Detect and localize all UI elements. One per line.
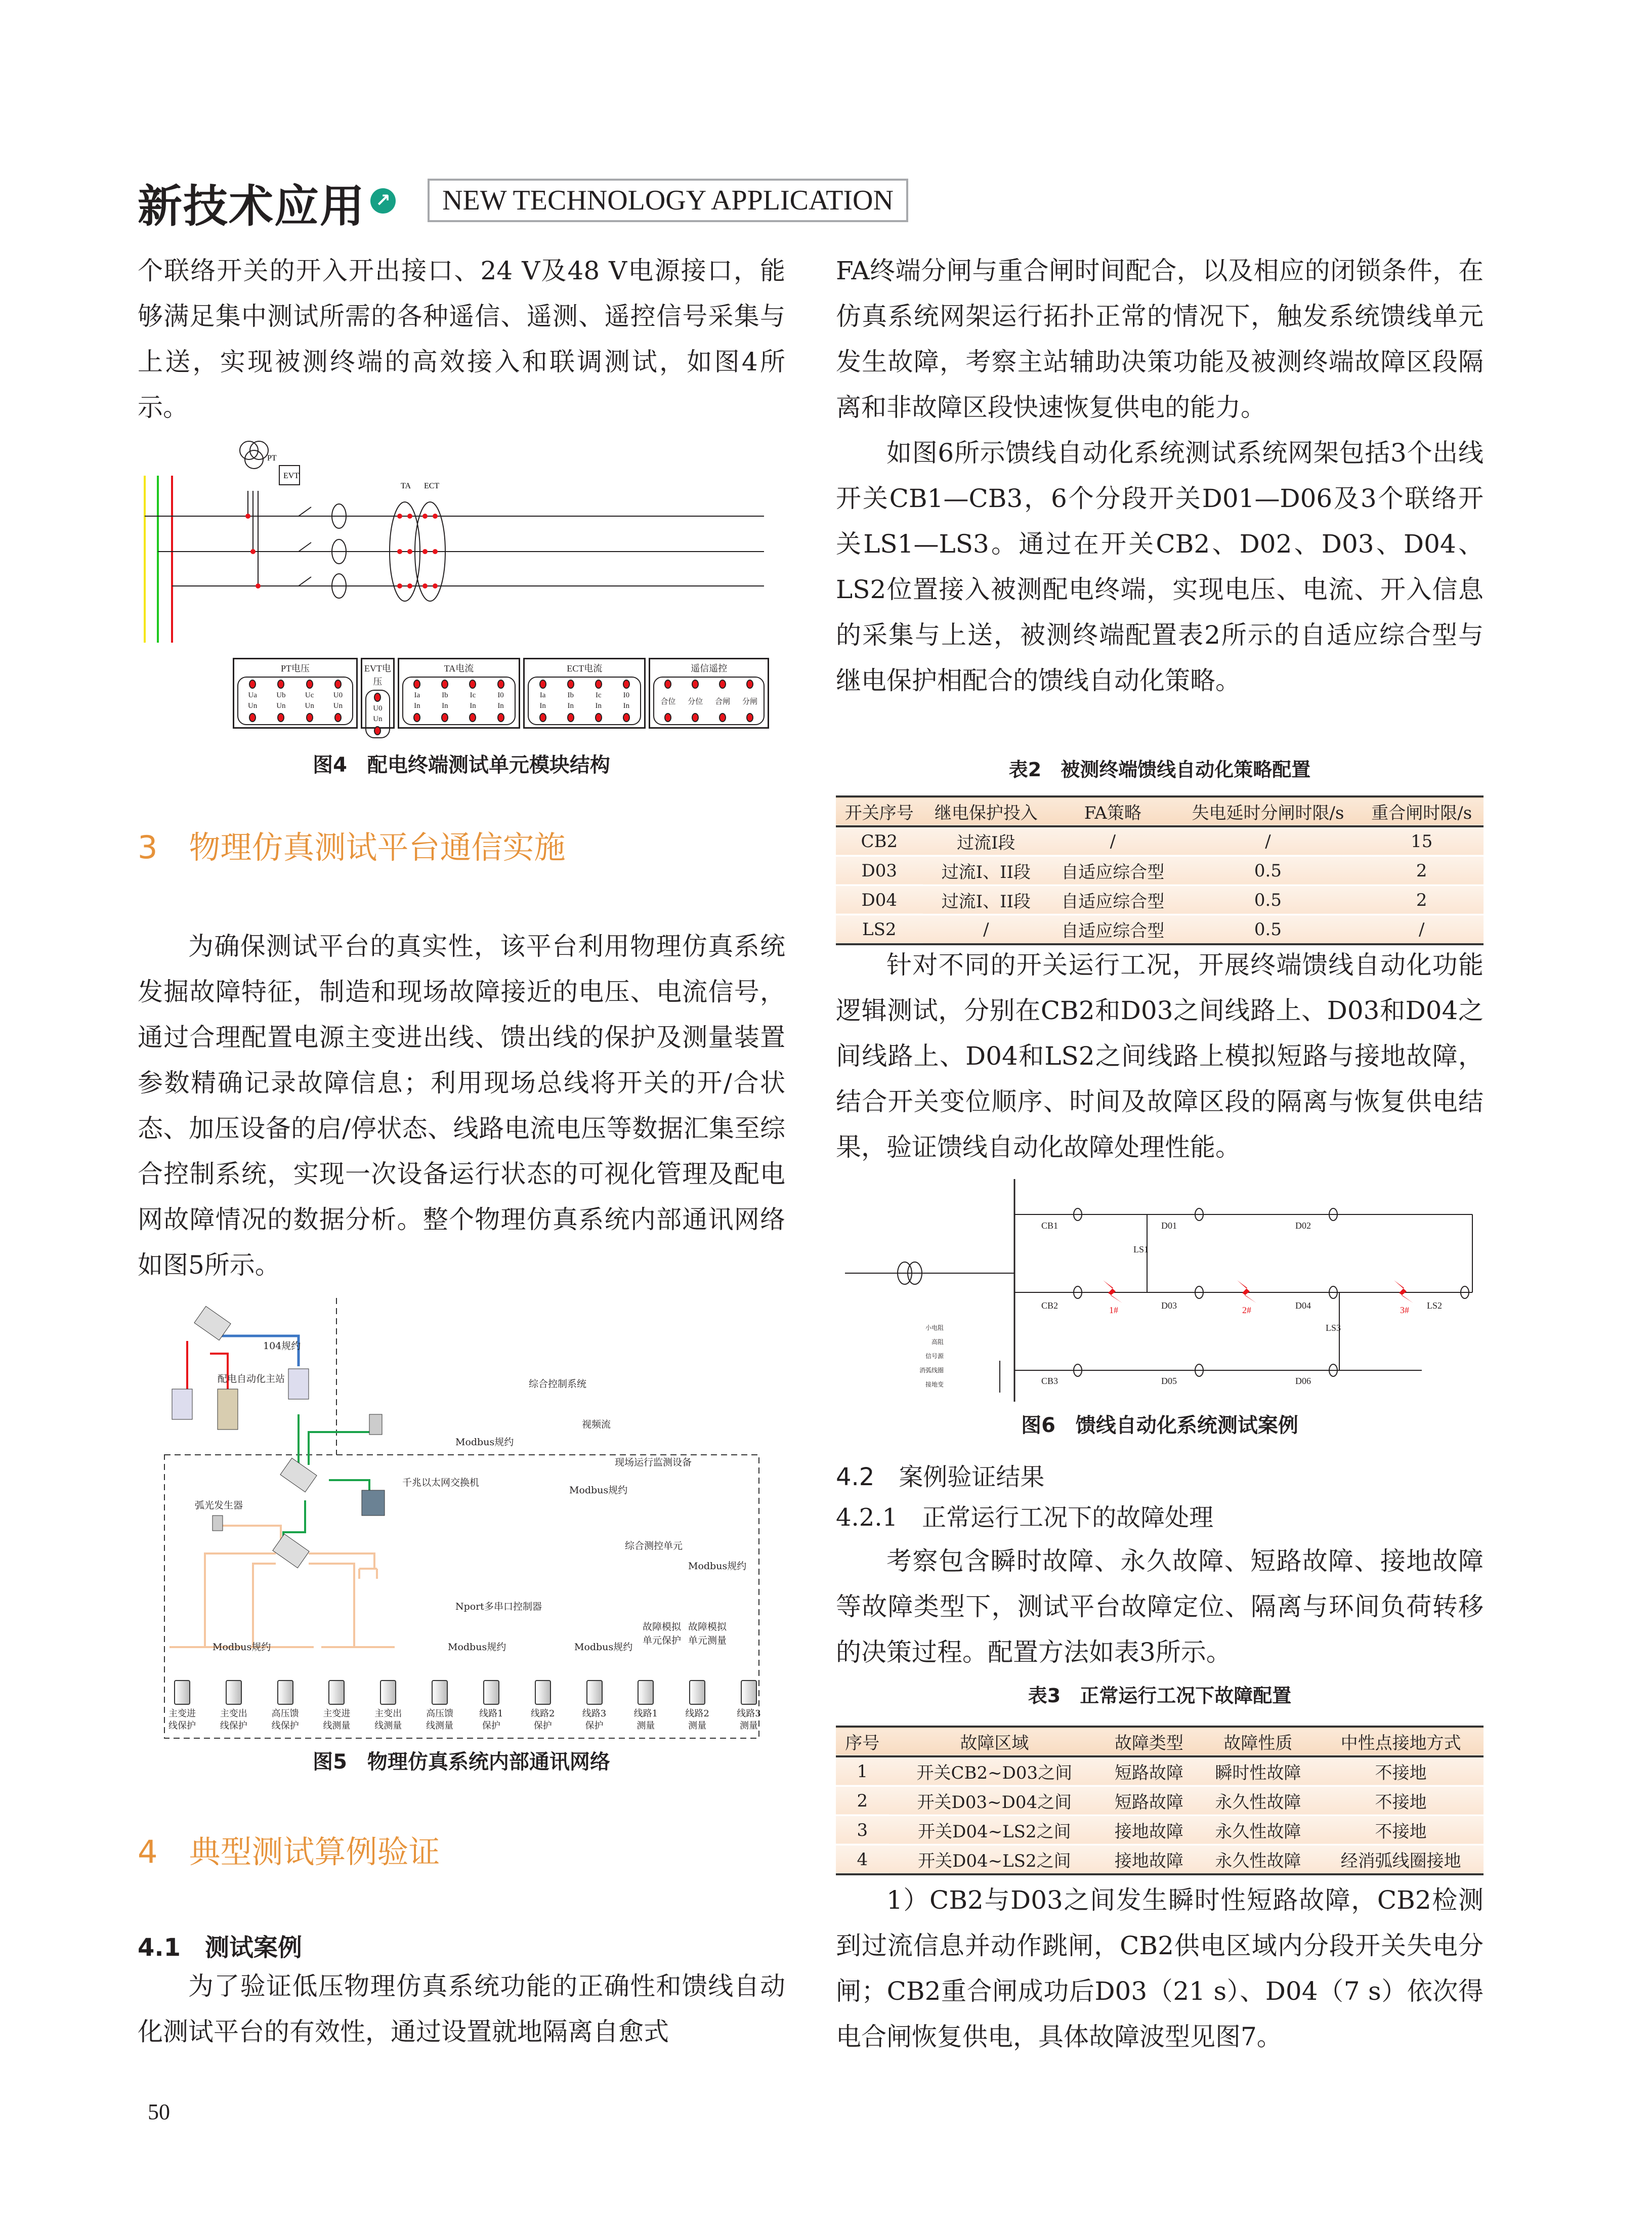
device-icon: [483, 1680, 499, 1705]
terminal-label: Ib: [567, 691, 574, 699]
switch-icon: [280, 1458, 317, 1492]
device-label: 高压馈线测量: [426, 1708, 454, 1731]
device-item: [734, 1680, 764, 1732]
table3: [836, 1726, 1484, 1875]
ground-label-high-resistor: 高阻: [931, 1338, 944, 1346]
terminal-label: In: [567, 702, 574, 710]
terminal-dot-icon: [623, 680, 630, 689]
master-station-label: 配电自动化主站: [218, 1373, 285, 1384]
nport-label: Nport多串口控制器: [455, 1601, 542, 1612]
table-cell: 短路故障: [1114, 1792, 1183, 1813]
terminal-dot-icon: [567, 713, 574, 722]
right-paragraph-4: 考察包含瞬时故障、永久故障、短路故障、接地故障等故障类型下，测试平台故障定位、隔离与环间负荷转移的决策过程。配置方法如表3所示。: [836, 1546, 1484, 1667]
switch-label-d04: D04: [1295, 1300, 1311, 1311]
table-cell: 永久性故障: [1215, 1792, 1301, 1813]
right-paragraph-3: 针对不同的开关运行工况，开展终端馈线自动化功能逻辑测试，分别在CB2和D03之间线路上、D03和D04之间线路上、D04和LS2之间线路上模拟短路与接地故障，结合开关变位顺序、时间及故障区段的隔离与恢复供电结果，验证馈线自动化故障处理性能。: [836, 950, 1484, 1162]
terminal-dot-icon: [374, 726, 381, 735]
terminal-dot-icon: [334, 713, 342, 722]
modbus-label-3: Modbus规约: [688, 1561, 747, 1572]
device-icon: [689, 1680, 705, 1705]
terminal-dot-icon: [692, 713, 699, 722]
ground-label-arc-coil: 消弧线圈: [919, 1367, 944, 1374]
device-icon: [741, 1680, 757, 1705]
terminal-dot-icon: [277, 680, 284, 689]
section3-title: 3 物理仿真测试平台通信实施: [138, 829, 566, 866]
modbus-label-1: Modbus规约: [455, 1437, 514, 1448]
ground-label-small-resistor: 小电阻: [925, 1324, 944, 1331]
device-item: [270, 1680, 301, 1732]
table-cell: 自适应综合型: [1061, 892, 1165, 912]
table-cell: 永久性故障: [1215, 1822, 1301, 1842]
fault-unit-protection-label: 故障模拟单元保护: [643, 1621, 682, 1646]
section4-title: 4 典型测试算例验证: [138, 1833, 440, 1870]
terminal-label: Un: [247, 702, 258, 710]
table2-title: 表2 被测终端馈线自动化策略配置: [1008, 759, 1311, 781]
fault-label-1: 1#: [1109, 1305, 1118, 1315]
right-paragraph-5: 1）CB2与D03之间发生瞬时性短路故障，CB2检测到过流信息并动作跳闸，CB2供电区域内分段开关失电分闸；CB2重合闸成功后D03（21 s）、D04（7 s）依次得电合闸恢复供电，具体故障波型见图7。: [836, 1885, 1484, 2051]
table-cell: D04: [861, 890, 898, 910]
modbus-label-4: Modbus规约: [213, 1642, 271, 1653]
terminal-dot-icon: [249, 680, 256, 689]
device-item: [682, 1680, 712, 1732]
terminal-module: [398, 658, 520, 729]
table-row: [836, 1845, 1484, 1875]
device-label: 线路1测量: [633, 1708, 658, 1731]
device-label: 主变出线保护: [220, 1708, 247, 1731]
terminal-dot-icon: [692, 680, 699, 689]
section41-paragraph: 为了验证低压物理仿真系统功能的正确性和馈线自动化测试平台的有效性，通过设置就地隔离自愈式: [138, 1971, 785, 2046]
switch-label-ls2: LS2: [1427, 1300, 1443, 1311]
terminal-dot-icon: [374, 693, 381, 702]
terminal-label: Un: [373, 715, 383, 724]
device-icon: [586, 1680, 603, 1705]
ground-label-grounding-transformer: 接地变: [925, 1381, 944, 1388]
device-item: [425, 1680, 455, 1732]
table-cell: 2: [1416, 860, 1427, 881]
terminal-dot-icon: [746, 713, 753, 722]
module-title: PT电压: [281, 663, 310, 674]
video-label: 视频流: [582, 1419, 611, 1430]
table-cell: 2: [857, 1790, 868, 1811]
table-header-cell: 中性点接地方式: [1340, 1733, 1461, 1753]
terminal-dot-icon: [306, 713, 313, 722]
camera-icon: [369, 1414, 382, 1435]
device-label: 线路1保护: [479, 1708, 503, 1731]
device-icon: [174, 1680, 190, 1705]
terminal-label: In: [442, 702, 448, 710]
column-title-en: NEW TECHNOLOGY APPLICATION: [428, 179, 908, 222]
table-cell: 经消弧线圈接地: [1340, 1851, 1461, 1871]
ect-label: ECT: [424, 482, 440, 490]
terminal-label: I0: [623, 691, 630, 699]
table-cell: 接地故障: [1114, 1851, 1183, 1871]
terminal-label: In: [623, 702, 630, 710]
table-row: [836, 1756, 1484, 1786]
arrow-up-right-icon: ↗: [370, 188, 396, 214]
table-cell: /: [1265, 831, 1271, 852]
terminal-dot-icon: [746, 680, 753, 689]
device-icon: [328, 1680, 345, 1705]
table-cell: 开关D03~D04之间: [917, 1792, 1072, 1813]
section421-title: 4.2.1 正常运行工况下的故障处理: [836, 1503, 1214, 1532]
terminal-module: [649, 658, 769, 729]
fault-markers: [1103, 1280, 1413, 1303]
terminal-dot-icon: [334, 680, 342, 689]
fault-label-3: 3#: [1400, 1305, 1409, 1315]
section41-title: 4.1 测试案例: [138, 1934, 303, 1962]
fault-unit-measure-label: 故障模拟单元测量: [688, 1621, 727, 1646]
switch-label-cb2: CB2: [1041, 1300, 1058, 1311]
device-icon: [432, 1680, 448, 1705]
terminal-label: Un: [305, 702, 314, 710]
section42-title: 4.2 案例验证结果: [836, 1463, 1045, 1491]
module-title: EVT电压: [364, 663, 391, 687]
table-header-cell: 继电保护投入: [934, 803, 1038, 823]
section3-paragraph: 为确保测试平台的真实性，该平台利用物理仿真系统发掘故障特征，制造和现场故障接近的电压、电流信号，通过合理配置电源主变进出线、馈出线的保护及测量装置参数精确记录故障信息；利用现场总线将开关的开/合状态、加压设备的启/停状态、线路电流电压等数据汇集至综合控制系统，实现一次设备运行状态的可视化管理及配电网故障情况的数据分析。整个物理仿真系统内部通讯网络如图5所示。: [138, 932, 785, 1280]
table-row: [836, 1816, 1484, 1845]
table-cell: 接地故障: [1114, 1822, 1183, 1842]
table-cell: 0.5: [1254, 890, 1282, 910]
table-cell: 永久性故障: [1215, 1851, 1301, 1871]
computer-icon: [288, 1369, 309, 1399]
device-item: [630, 1680, 661, 1732]
device-label: 主变出线测量: [374, 1708, 402, 1731]
terminal-label: U0: [373, 704, 383, 712]
link-104-label: 104规约: [263, 1340, 301, 1352]
terminal-dot-icon: [249, 713, 256, 722]
device-label: 线路3测量: [737, 1708, 761, 1731]
control-system-label: 综合控制系统: [529, 1378, 587, 1390]
modbus-label-5: Modbus规约: [448, 1642, 506, 1653]
device-label: 线路2保护: [530, 1708, 555, 1731]
module-title: 遥信遥控: [691, 663, 728, 674]
table-cell: /: [1418, 919, 1425, 940]
table-header-cell: 故障区域: [960, 1733, 1029, 1753]
terminal-label: Uc: [305, 691, 314, 699]
right-paragraph-2: 如图6所示馈线自动化系统测试系统网架包括3个出线开关CB1—CB3，6个分段开关D01—D06及3个联络开关LS1—LS3。通过在开关CB2、D02、D03、D04、LS2位置接入被测配电终端，实现电压、电流、开入信息的采集与上送，被测终端配置表2所示的自适应综合型与继电保护相配合的馈线自动化策略。: [836, 438, 1484, 695]
device-label: 线路2测量: [685, 1708, 709, 1731]
modbus-label-6: Modbus规约: [574, 1642, 633, 1653]
terminal-label: Ia: [414, 691, 420, 699]
evt-label: EVT: [283, 472, 300, 480]
table-cell: 2: [1416, 890, 1427, 910]
table-row: [836, 856, 1484, 886]
switch-label-d05: D05: [1161, 1376, 1177, 1386]
switch-label-ls1: LS1: [1133, 1244, 1149, 1254]
terminal-dot-icon: [277, 713, 284, 722]
table-cell: 1: [857, 1761, 868, 1782]
terminal-label: In: [414, 702, 420, 710]
terminal-label: 分位: [688, 697, 703, 706]
device-label: 主变进线保护: [168, 1708, 196, 1731]
terminal-dot-icon: [664, 713, 671, 722]
terminal-label: Un: [333, 702, 343, 710]
terminal-label: Ia: [539, 691, 546, 699]
terminal-dot-icon: [595, 713, 602, 722]
switch-label-d06: D06: [1295, 1376, 1311, 1386]
switch-label-cb1: CB1: [1041, 1221, 1058, 1231]
left-column: [138, 248, 785, 430]
computer-icon: [172, 1389, 192, 1419]
terminal-label: 合位: [660, 697, 676, 706]
terminal-label: I0: [497, 691, 504, 699]
pt-label: PT: [267, 454, 277, 463]
terminal-dot-icon: [469, 680, 476, 689]
switch-label-d01: D01: [1161, 1221, 1177, 1231]
device-item: [579, 1680, 610, 1732]
terminal-dot-icon: [306, 680, 313, 689]
figure4-caption: 图4 配电终端测试单元模块结构: [313, 753, 610, 777]
terminal-label: Ua: [248, 691, 257, 699]
table-header-cell: 故障性质: [1223, 1733, 1293, 1753]
device-label: 高压馈线保护: [271, 1708, 299, 1731]
device-icon: [277, 1680, 293, 1705]
table2: [836, 795, 1484, 945]
switch-label-d02: D02: [1295, 1221, 1311, 1231]
measure-unit-icon: [362, 1490, 385, 1516]
table-header-cell: FA策略: [1084, 803, 1141, 823]
device-list: [167, 1680, 764, 1732]
device-item: [528, 1680, 558, 1732]
terminal-dot-icon: [719, 680, 726, 689]
table-cell: /: [1110, 831, 1116, 852]
page-number: 50: [148, 2099, 170, 2124]
table-cell: 自适应综合型: [1061, 862, 1165, 883]
ta-label: TA: [401, 482, 411, 490]
table-cell: 0.5: [1254, 919, 1282, 940]
terminal-label: Ib: [442, 691, 448, 699]
terminal-module: [361, 658, 395, 729]
terminal-dot-icon: [539, 713, 546, 722]
terminal-dot-icon: [441, 713, 448, 722]
table-cell: 开关CB2~D03之间: [916, 1763, 1073, 1783]
ground-label-signal-source: 信号源: [925, 1353, 944, 1360]
table-cell: 开关D04~LS2之间: [918, 1851, 1071, 1871]
device-item: [321, 1680, 352, 1732]
table-cell: 短路故障: [1114, 1763, 1183, 1783]
table-header-cell: 失电延时分闸时限/s: [1192, 803, 1344, 823]
fault-1-icon: [1103, 1280, 1122, 1303]
figure4-modules: [233, 658, 769, 729]
terminal-label: In: [470, 702, 476, 710]
device-label: 线路3保护: [582, 1708, 607, 1731]
figure6-caption: 图6 馈线自动化系统测试案例: [1021, 1414, 1298, 1437]
device-icon: [226, 1680, 242, 1705]
measure-unit-label: 综合测控单元: [625, 1540, 683, 1551]
table-row: [836, 886, 1484, 915]
table-cell: D03: [861, 860, 898, 881]
video-device-label: 现场运行监测设备: [615, 1457, 692, 1468]
table-cell: 过流I段: [957, 833, 1015, 853]
switch-label-ls3: LS3: [1326, 1323, 1341, 1333]
table-cell: 不接地: [1375, 1822, 1427, 1842]
terminal-dot-icon: [623, 713, 630, 722]
figure5-diagram: [162, 1298, 764, 1743]
terminal-label: Un: [276, 702, 286, 710]
device-icon: [638, 1680, 654, 1705]
table-cell: 过流I、II段: [941, 892, 1031, 912]
fault-3-icon: [1394, 1280, 1413, 1303]
terminal-dot-icon: [567, 680, 574, 689]
modbus-label-2: Modbus规约: [569, 1485, 628, 1496]
table-cell: 不接地: [1375, 1792, 1427, 1813]
switch-label-cb3: CB3: [1041, 1376, 1058, 1386]
server-icon: [218, 1389, 238, 1430]
device-item: [219, 1680, 249, 1732]
table-cell: 3: [857, 1820, 868, 1840]
terminal-label: Ub: [276, 691, 286, 699]
device-label: 主变进线测量: [323, 1708, 351, 1731]
arc-generator-label: 弧光发生器: [195, 1500, 243, 1511]
column-title: 新技术应用: [138, 180, 366, 232]
table-row: [836, 1786, 1484, 1816]
table-header-cell: 重合闸时限/s: [1371, 803, 1472, 823]
table-cell: 4: [857, 1849, 868, 1870]
terminal-dot-icon: [539, 680, 546, 689]
table-header-cell: 序号: [845, 1733, 880, 1753]
terminal-dot-icon: [441, 680, 448, 689]
terminal-label: Ic: [470, 691, 476, 699]
fault-label-2: 2#: [1242, 1305, 1251, 1315]
terminal-label: In: [539, 702, 546, 710]
terminal-dot-icon: [497, 713, 504, 722]
device-item: [167, 1680, 197, 1732]
table-cell: 自适应综合型: [1061, 921, 1165, 941]
device-icon: [535, 1680, 551, 1705]
module-title: ECT电流: [567, 663, 603, 674]
right-paragraph-1: FA终端分闸与重合闸时间配合，以及相应的闭锁条件，在仿真系统网架运行拓扑正常的情况下，触发系统馈线单元发生故障，考察主站辅助决策功能及被测终端故障区段隔离和非故障区段快速恢复供电的能力。: [836, 256, 1484, 422]
terminal-dot-icon: [413, 680, 420, 689]
device-icon: [380, 1680, 396, 1705]
terminal-module: [233, 658, 358, 729]
table-cell: 不接地: [1375, 1763, 1427, 1783]
figure5-caption: 图5 物理仿真系统内部通讯网络: [313, 1750, 610, 1774]
terminal-dot-icon: [664, 680, 671, 689]
table-cell: 15: [1411, 831, 1433, 852]
terminal-label: In: [497, 702, 504, 710]
arc-generator-icon: [213, 1516, 223, 1531]
terminal-label: Ic: [595, 691, 602, 699]
terminal-dot-icon: [719, 713, 726, 722]
table-header-cell: 故障类型: [1114, 1733, 1183, 1753]
switch-label-d03: D03: [1161, 1300, 1177, 1311]
terminal-module: [523, 658, 646, 729]
table-cell: 开关D04~LS2之间: [918, 1822, 1071, 1842]
table-row: [836, 915, 1484, 945]
phase-lines: [145, 441, 764, 601]
terminal-label: In: [595, 702, 602, 710]
table-cell: 过流I、II段: [941, 862, 1031, 883]
module-title: TA电流: [444, 663, 474, 674]
table-row: [836, 826, 1484, 856]
fault-units: [643, 1619, 744, 1647]
device-item: [476, 1680, 506, 1732]
table-cell: /: [983, 919, 989, 940]
terminal-label: 合闸: [715, 697, 731, 706]
terminal-dot-icon: [413, 713, 420, 722]
terminal-label: 分闸: [742, 697, 758, 706]
intro-paragraph: 个联络开关的开入开出接口、24 V及48 V电源接口，能够满足集中测试所需的各种遥信、遥测、遥控信号采集与上送，实现被测终端的高效接入和联调测试，如图4所示。: [138, 256, 785, 422]
table-header-cell: 开关序号: [844, 803, 914, 823]
figure6-diagram: [840, 1179, 1477, 1407]
table-cell: 瞬时性故障: [1215, 1763, 1301, 1783]
table-cell: 0.5: [1254, 860, 1282, 881]
table-cell: LS2: [862, 919, 897, 940]
terminal-dot-icon: [595, 680, 602, 689]
terminal-dot-icon: [469, 713, 476, 722]
table3-title: 表3 正常运行工况下故障配置: [1028, 1685, 1292, 1707]
table-cell: CB2: [861, 831, 898, 852]
terminal-dot-icon: [497, 680, 504, 689]
device-item: [373, 1680, 403, 1732]
terminal-label: U0: [333, 691, 343, 699]
switch-label: 千兆以太网交换机: [402, 1477, 480, 1488]
fault-2-icon: [1237, 1280, 1256, 1303]
nport-icon: [273, 1534, 309, 1568]
